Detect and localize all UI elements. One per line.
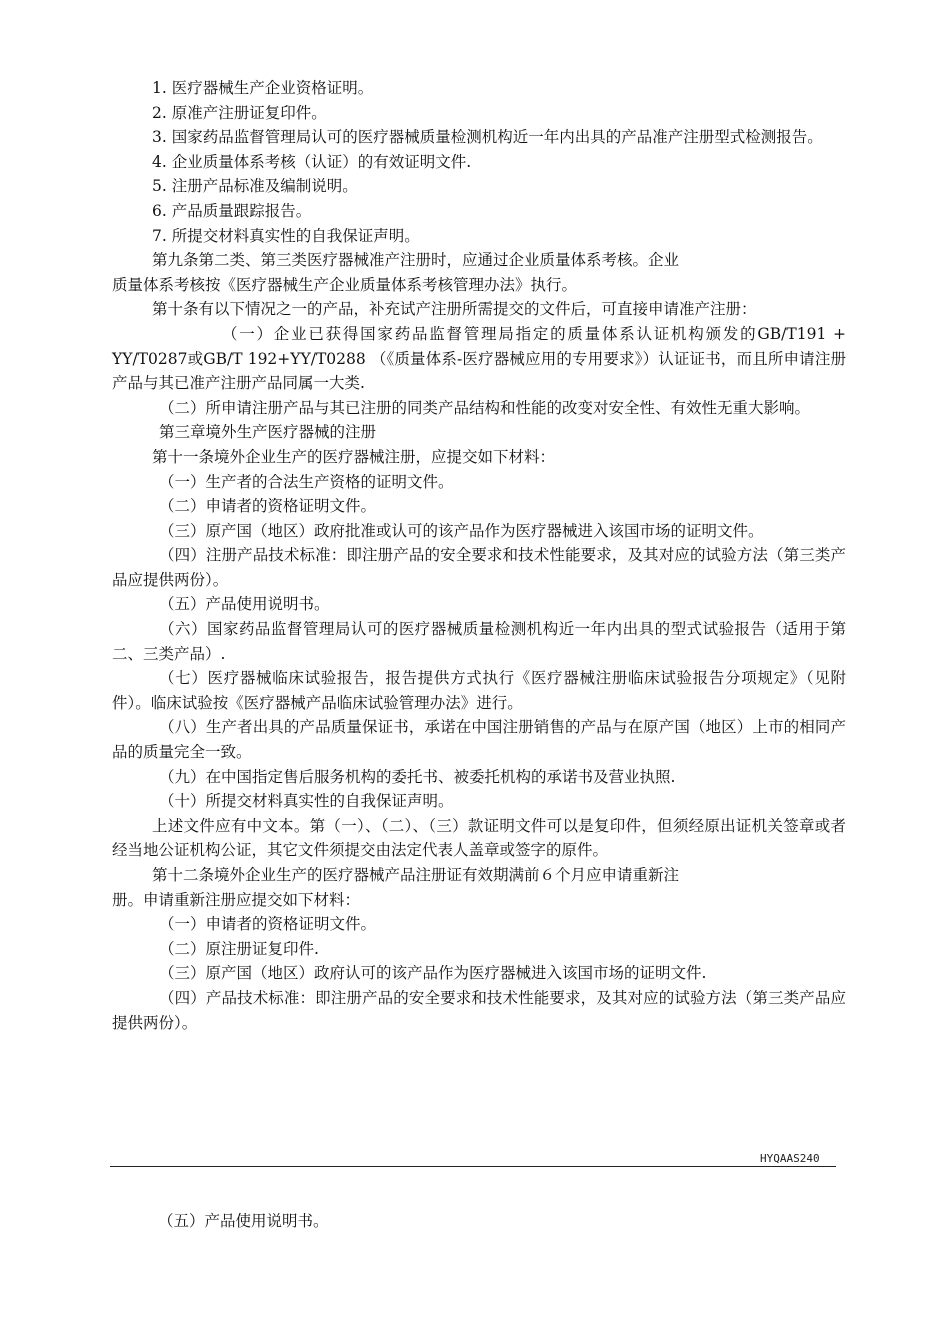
- paragraph: （一）企业已获得国家药品监督管理局指定的质量体系认证机构颁发的GB/T191 + YY/T0287或GB/T 192+YY/T0288 （《质量体系-医疗器械应用的专用要求》）认证证书，而且所申请注册产品与其已准产注册产品同属一大类.: [112, 324, 846, 393]
- document-body: [112, 76, 846, 1035]
- paragraph: （四）产品技术标准：即注册产品的安全要求和技术性能要求，及其对应的试验方法（第三类产品应提供两份）。: [112, 988, 846, 1032]
- paragraph: （七）医疗器械临床试验报告，报告提供方式执行《医疗器械注册临床试验报告分项规定》（见附件）。临床试验按《医疗器械产品临床试验管理办法》进行。: [112, 669, 846, 712]
- paragraph: （三）原产国（地区）政府批准或认可的该产品作为医疗器械进入该国市场的证明文件。: [159, 521, 764, 540]
- paragraph: （一）生产者的合法生产资格的证明文件。: [159, 472, 454, 491]
- paragraph: （一）申请者的资格证明文件。: [159, 915, 377, 934]
- paragraph: （二）所申请注册产品与其已注册的同类产品结构和性能的改变对安全性、有效性无重大影响。: [159, 398, 811, 417]
- paragraph: 第九条第二类、第三类医疗器械准产注册时，应通过企业质量体系考核。企业: [152, 251, 680, 270]
- paragraph: （二）原注册证复印件.: [159, 939, 319, 958]
- paragraph: （八）生产者出具的产品质量保证书，承诺在中国注册销售的产品与在原产国（地区）上市的相同产品的质量完全一致。: [112, 718, 846, 762]
- paragraph: （三）原产国（地区）政府认可的该产品作为医疗器械进入该国市场的证明文件.: [159, 964, 707, 983]
- page-divider: [110, 1166, 836, 1167]
- paragraph: 3. 国家药品监督管理局认可的医疗器械质量检测机构近一年内出具的产品准产注册型式检测报告。: [152, 128, 823, 147]
- paragraph: 6. 产品质量跟踪报告。: [152, 201, 312, 220]
- footer-code: HYQAAS240: [760, 1152, 820, 1165]
- paragraph: （四）注册产品技术标准：即注册产品的安全要求和技术性能要求，及其对应的试验方法（第三类产品应提供两份）。: [112, 546, 846, 589]
- paragraph: 1. 医疗器械生产企业资格证明。: [152, 79, 374, 97]
- paragraph: （十）所提交材料真实性的自我保证声明。: [159, 792, 454, 811]
- paragraph: 第十二条境外企业生产的医疗器械产品注册证有效期满前６个月应申请重新注: [152, 866, 680, 884]
- paragraph: （二）申请者的资格证明文件。: [159, 497, 377, 516]
- next-page-paragraph: （五）产品使用说明书。: [158, 1212, 329, 1230]
- paragraph: 册。申请重新注册应提交如下材料：: [112, 890, 361, 909]
- paragraph: 上述文件应有中文本。第（一）、（二）、（三）款证明文件可以是复印件，但须经原出证机关签章或者经当地公证机构公证，其它文件须提交由法定代表人盖章或签字的原件。: [112, 816, 846, 860]
- paragraph: （六）国家药品监督管理局认可的医疗器械质量检测机构近一年内出具的型式试验报告（适用于第二、三类产品）.: [112, 620, 846, 663]
- paragraph: 第三章境外生产医疗器械的注册: [159, 423, 377, 442]
- paragraph: 第十条有以下情况之一的产品，补充试产注册所需提交的文件后，可直接申请准产注册：: [152, 300, 757, 319]
- paragraph: 4. 企业质量体系考核（认证）的有效证明文件.: [152, 152, 472, 171]
- paragraph: 第十一条境外企业生产的医疗器械注册，应提交如下材料：: [152, 447, 556, 466]
- paragraph: 7. 所提交材料真实性的自我保证声明。: [152, 226, 420, 245]
- paragraph: （五）产品使用说明书。: [159, 595, 330, 614]
- paragraph: 质量体系考核按《医疗器械生产企业质量体系考核管理办法》执行。: [112, 275, 578, 294]
- paragraph: （九）在中国指定售后服务机构的委托书、被委托机构的承诺书及营业执照.: [159, 767, 676, 786]
- paragraph: 2. 原准产注册证复印件。: [152, 103, 327, 122]
- paragraph: 5. 注册产品标准及编制说明。: [152, 177, 358, 196]
